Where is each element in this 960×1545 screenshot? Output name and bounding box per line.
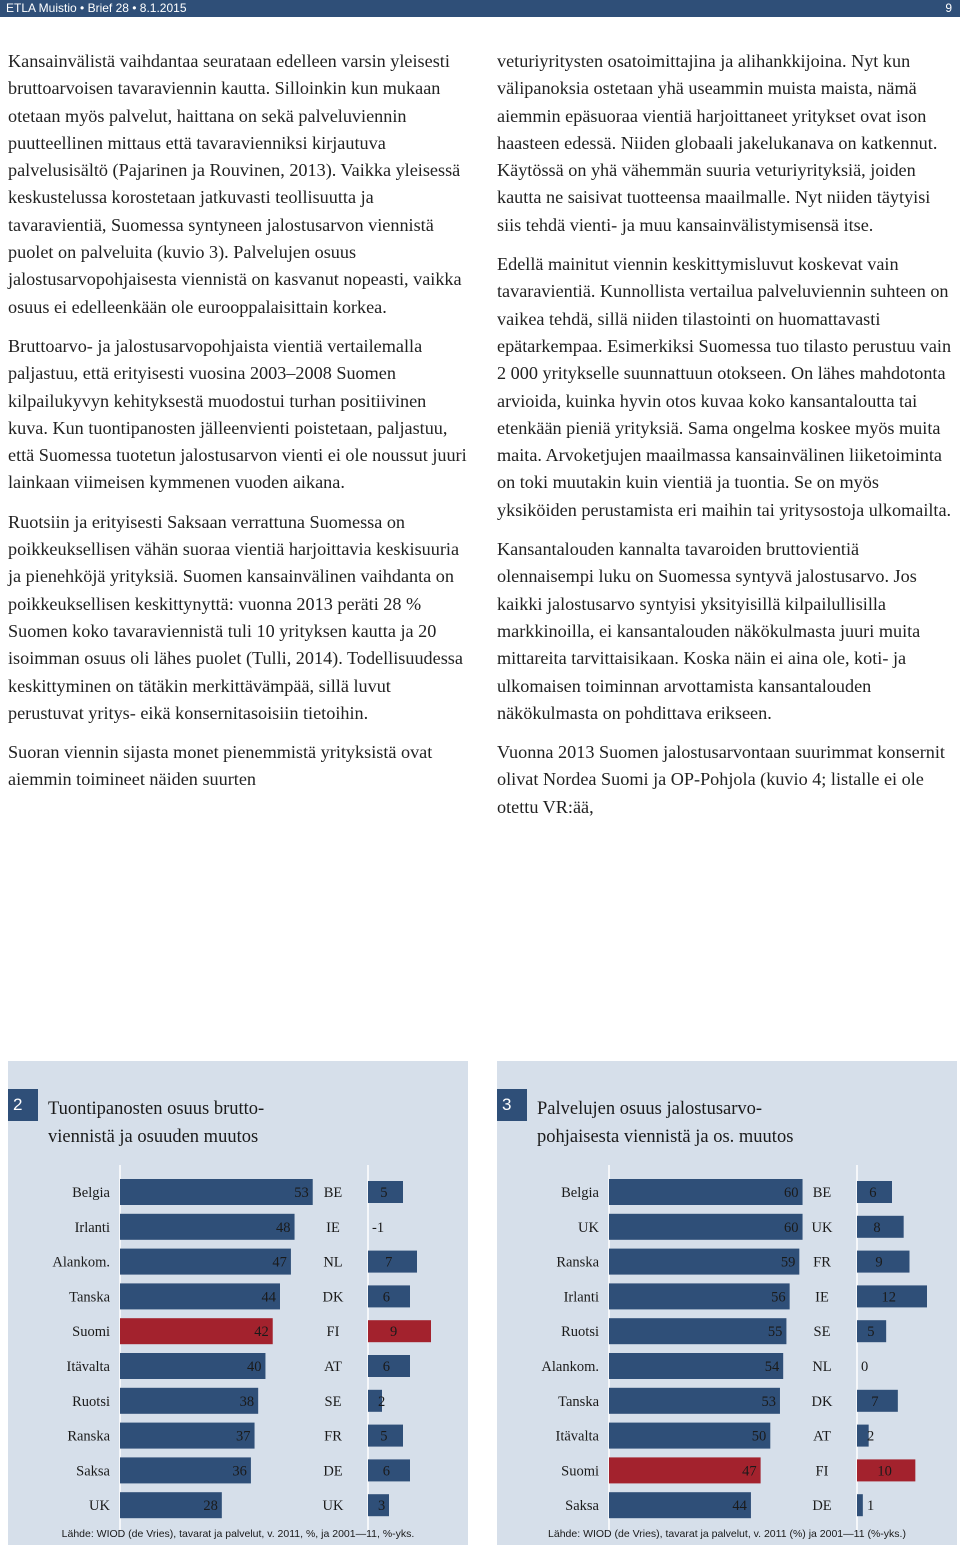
category-code-label: AT	[324, 1359, 342, 1375]
bar	[120, 1214, 295, 1240]
category-code-label: FR	[813, 1254, 831, 1271]
figure-number-badge: 2	[8, 1089, 38, 1121]
bar	[120, 1179, 313, 1205]
change-bar	[368, 1251, 417, 1273]
category-code-label: UK	[322, 1498, 344, 1515]
bar	[609, 1492, 751, 1518]
data-label: 42	[254, 1324, 269, 1341]
category-code-label: BE	[323, 1185, 343, 1201]
bar	[609, 1423, 770, 1449]
category-label: Irlanti	[74, 1219, 110, 1236]
bar	[609, 1179, 803, 1205]
bar	[120, 1388, 258, 1414]
category-code-label: AT	[813, 1428, 831, 1445]
change-label: 7	[385, 1254, 393, 1271]
category-label: Suomi	[72, 1324, 110, 1341]
category-code-label: DK	[322, 1289, 344, 1306]
category-code-label: SE	[813, 1324, 831, 1341]
data-label: 38	[239, 1393, 255, 1410]
category-label: Saksa	[565, 1498, 599, 1515]
change-label: 0	[861, 1359, 869, 1375]
category-label: Ruotsi	[72, 1393, 110, 1410]
category-label: Ruotsi	[561, 1324, 599, 1341]
category-label: Belgia	[561, 1185, 599, 1201]
figure-title-line: pohjaisesta viennistä ja os. muutos	[537, 1127, 794, 1147]
data-label: 37	[236, 1428, 251, 1445]
bar	[609, 1353, 783, 1379]
bar	[609, 1214, 803, 1240]
change-label: 9	[875, 1254, 883, 1271]
category-code-label: DE	[812, 1498, 832, 1515]
category-code-label: NL	[323, 1254, 343, 1271]
category-label: Belgia	[72, 1185, 110, 1201]
publication-label: ETLA Muistio • Brief 28 • 8.1.2015	[6, 1, 187, 15]
category-code-label: FI	[326, 1324, 340, 1341]
data-label: 47	[272, 1254, 287, 1271]
change-label: 10	[877, 1463, 892, 1480]
figure-number-badge: 3	[497, 1089, 527, 1121]
change-label: 6	[382, 1359, 390, 1375]
category-code-label: FI	[815, 1463, 829, 1480]
category-code-label: DK	[811, 1393, 833, 1410]
data-label: 50	[751, 1428, 767, 1445]
category-label: Tanska	[69, 1289, 110, 1306]
category-label: UK	[89, 1498, 110, 1515]
category-label: UK	[578, 1219, 599, 1236]
bar-chart	[497, 1061, 957, 1545]
data-label: 56	[771, 1289, 786, 1306]
data-label: 55	[767, 1324, 783, 1341]
figure-title-line: Tuontipanosten osuus brutto-	[48, 1099, 265, 1119]
bar	[120, 1283, 280, 1309]
paragraph: Kansantalouden kannalta tavaroiden bruttovientiä olennaisempi luku on Suomessa syntyvä jalostusarvo. Jos kaikki jalostusarvo syntyisi yksityisillä kilpailullisilla markkinoilla, ei kansantalouden näkökulmasta juuri muita mittareita tarvittaisikaan. Koska näin ei aina ole, koti- ja ulkomaisen toiminnan arvottamista kansantalouden näkökulmasta on pohdittava erikseen.	[497, 539, 921, 723]
data-label: 47	[742, 1463, 757, 1480]
category-label: Tanska	[558, 1393, 599, 1410]
data-label: 28	[203, 1498, 218, 1515]
left-text-column	[8, 48, 468, 806]
category-label: Irlanti	[563, 1289, 599, 1306]
figure-3	[497, 1061, 957, 1545]
data-label: 53	[294, 1185, 309, 1201]
figure-title-line: viennistä ja osuuden muutos	[48, 1127, 259, 1147]
paragraph: Edellä mainitut viennin keskittymisluvut koskevat vain tavaravientiä. Kunnollista vertailua palveluviennin suhteen on vaikea tehdä, sillä niiden tilastointi on huomattavasti epätarkempaa. Esimerkiksi Suomessa tuo tilasto perustuu vain 2 000 yritykselle suunnattuun otokseen. On lähes mahdotonta arvioida, kuinka hyvin otos kuvaa koko kansantaloutta tai etenkään pieniä yrityksiä. Sama ongelma koskee myös muita maita. Arvoketjujen maailmassa kansainvälinen liiketoiminta on toki muutakin kuin vientiä ja tuontia. Se on myös yksiköiden perustamista eri maihin tai yritysostoja ulkomailta.	[497, 254, 952, 520]
paragraph: Kansainvälistä vaihdantaa seurataan edelleen varsin yleisesti bruttoarvoisen tavaraviennin kautta. Silloinkin kun mukaan otetaan myös palvelut, haittana on sekä palveluviennin puutteellinen mittaus että tavaravienniksi kirjautuva palvelusisältö (Pajarinen ja Rouvinen, 2013). Vaikka yleisessä keskustelussa korostetaan jatkuvasti teollisuutta ja tavaravientiä, Suomessa syntyneen jalostusarvon viennistä puolet on palveluita (kuvio 3). Palvelujen osuus jalostusarvopohjaisesta viennistä on kasvanut nopeasti, vaikka osuus ei edelleenkään ole eurooppalaisittain korkea.	[8, 51, 462, 317]
category-label: Alankom.	[541, 1359, 599, 1375]
change-bar	[857, 1251, 910, 1273]
paragraph: Vuonna 2013 Suomen jalostusarvontaan suurimmat konsernit olivat Nordea Suomi ja OP-Pohjola (kuvio 4; listalle ei ole otettu VR:ää,	[497, 742, 945, 817]
change-bar	[368, 1320, 431, 1342]
category-code-label: IE	[326, 1219, 340, 1236]
change-label: 2	[867, 1428, 875, 1445]
bar	[120, 1318, 273, 1344]
change-label: 12	[881, 1289, 896, 1306]
change-label: 5	[867, 1324, 875, 1341]
paragraph: Ruotsiin ja erityisesti Saksaan verrattuna Suomessa on poikkeuksellisen vähän suoraa vientiä harjoittavia keskisuuria ja pienehköjä yrityksiä. Suomen kansainvälinen vaihdanta on poikkeuksellisen keskittynyttä: vuonna 2013 peräti 28 % Suomen koko tavaraviennistä tuli 10 yrityksen kautta ja 20 isoimman osuus oli lähes puolet (Tulli, 2014). Todellisuudessa keskittyminen on tätäkin merkittävämpää, sillä luvut perustuvat yritys- eikä konsernitasoisiin tietoihin.	[8, 511, 463, 723]
change-label: 6	[382, 1463, 390, 1480]
category-label: Itävalta	[66, 1359, 110, 1375]
bar-chart	[8, 1061, 468, 1545]
paragraph: veturiyritysten osatoimittajina ja alihankkijoina. Nyt kun välipanoksia ostetaan yhä useammin muista maista, nämä aiemmin epäsuoraa vientiä harjoittaneet yritykset ovat ison haasteen edessä. Niiden globaali jakelukanava on katkennut. Käytössä on yhä vähemmän suuria veturiyrityksiä, joiden kautta ne saisivat tuotteensa maailmalle. Nyt niiden täytyisi siis tehdä vienti- ja muu kansainvälistymisensä itse.	[497, 51, 938, 235]
bar	[609, 1457, 761, 1483]
data-label: 44	[261, 1289, 276, 1306]
paragraph: Suoran viennin sijasta monet pienemmistä yrityksistä ovat aiemmin toimineet näiden suurten	[8, 742, 433, 790]
figure-source: Lähde: WIOD (de Vries), tavarat ja palvelut, v. 2011 (%) ja 2001—11 (%-yks.)	[548, 1528, 906, 1540]
change-label: 6	[869, 1185, 877, 1201]
data-label: 53	[761, 1393, 776, 1410]
category-label: Ranska	[67, 1428, 110, 1445]
bar	[609, 1249, 799, 1275]
bar	[120, 1423, 255, 1449]
bar	[120, 1457, 251, 1483]
category-label: Suomi	[561, 1463, 599, 1480]
category-code-label: BE	[812, 1185, 832, 1201]
data-label: 36	[232, 1463, 247, 1480]
category-code-label: SE	[324, 1393, 342, 1410]
figure-2	[8, 1061, 468, 1545]
change-label: 8	[873, 1219, 881, 1236]
bar	[609, 1283, 790, 1309]
category-code-label: IE	[815, 1289, 829, 1306]
figure-source: Lähde: WIOD (de Vries), tavarat ja palvelut, v. 2011, %, ja 2001—11, %-yks.	[61, 1528, 415, 1540]
bar	[609, 1388, 780, 1414]
change-label: 1	[867, 1498, 875, 1515]
data-label: 60	[784, 1185, 799, 1201]
change-label: 7	[871, 1393, 879, 1410]
category-label: Itävalta	[555, 1428, 599, 1445]
category-label: Ranska	[556, 1254, 599, 1271]
category-code-label: NL	[812, 1359, 832, 1375]
change-label: 5	[380, 1428, 388, 1445]
change-label: 3	[378, 1498, 386, 1515]
category-code-label: UK	[811, 1219, 833, 1236]
category-code-label: DE	[323, 1463, 343, 1480]
data-label: 40	[246, 1359, 262, 1375]
bar	[609, 1318, 786, 1344]
page-number: 9	[945, 1, 952, 15]
figure-title-line: Palvelujen osuus jalostusarvo-	[537, 1099, 763, 1119]
category-label: Saksa	[76, 1463, 110, 1480]
right-text-column	[497, 48, 957, 833]
data-label: 60	[784, 1219, 799, 1236]
data-label: 44	[732, 1498, 747, 1515]
change-label: -1	[372, 1219, 385, 1236]
change-bar	[857, 1494, 863, 1516]
category-label: Alankom.	[52, 1254, 110, 1271]
change-label: 5	[380, 1185, 388, 1201]
bar	[120, 1249, 291, 1275]
change-label: 9	[390, 1324, 398, 1341]
category-code-label: FR	[324, 1428, 342, 1445]
change-label: 6	[382, 1289, 390, 1306]
data-label: 54	[764, 1359, 780, 1375]
paragraph: Bruttoarvo- ja jalostusarvopohjaista vientiä vertailemalla paljastuu, että erityisesti vuosina 2003–2008 Suomen kilpailukyvyn kehityksestä muodostui turhan positiivinen kuva. Kun tuontipanosten jälleenvienti poistetaan, paljastuu, että Suomessa tuotetun jalostusarvon vienti ei ole noussut juuri lainkaan viimeisen kymmenen vuoden aikana.	[8, 335, 467, 493]
page-header	[0, 0, 960, 17]
change-label: 2	[378, 1393, 386, 1410]
data-label: 59	[780, 1254, 796, 1271]
data-label: 48	[276, 1219, 291, 1236]
bar	[120, 1353, 265, 1379]
